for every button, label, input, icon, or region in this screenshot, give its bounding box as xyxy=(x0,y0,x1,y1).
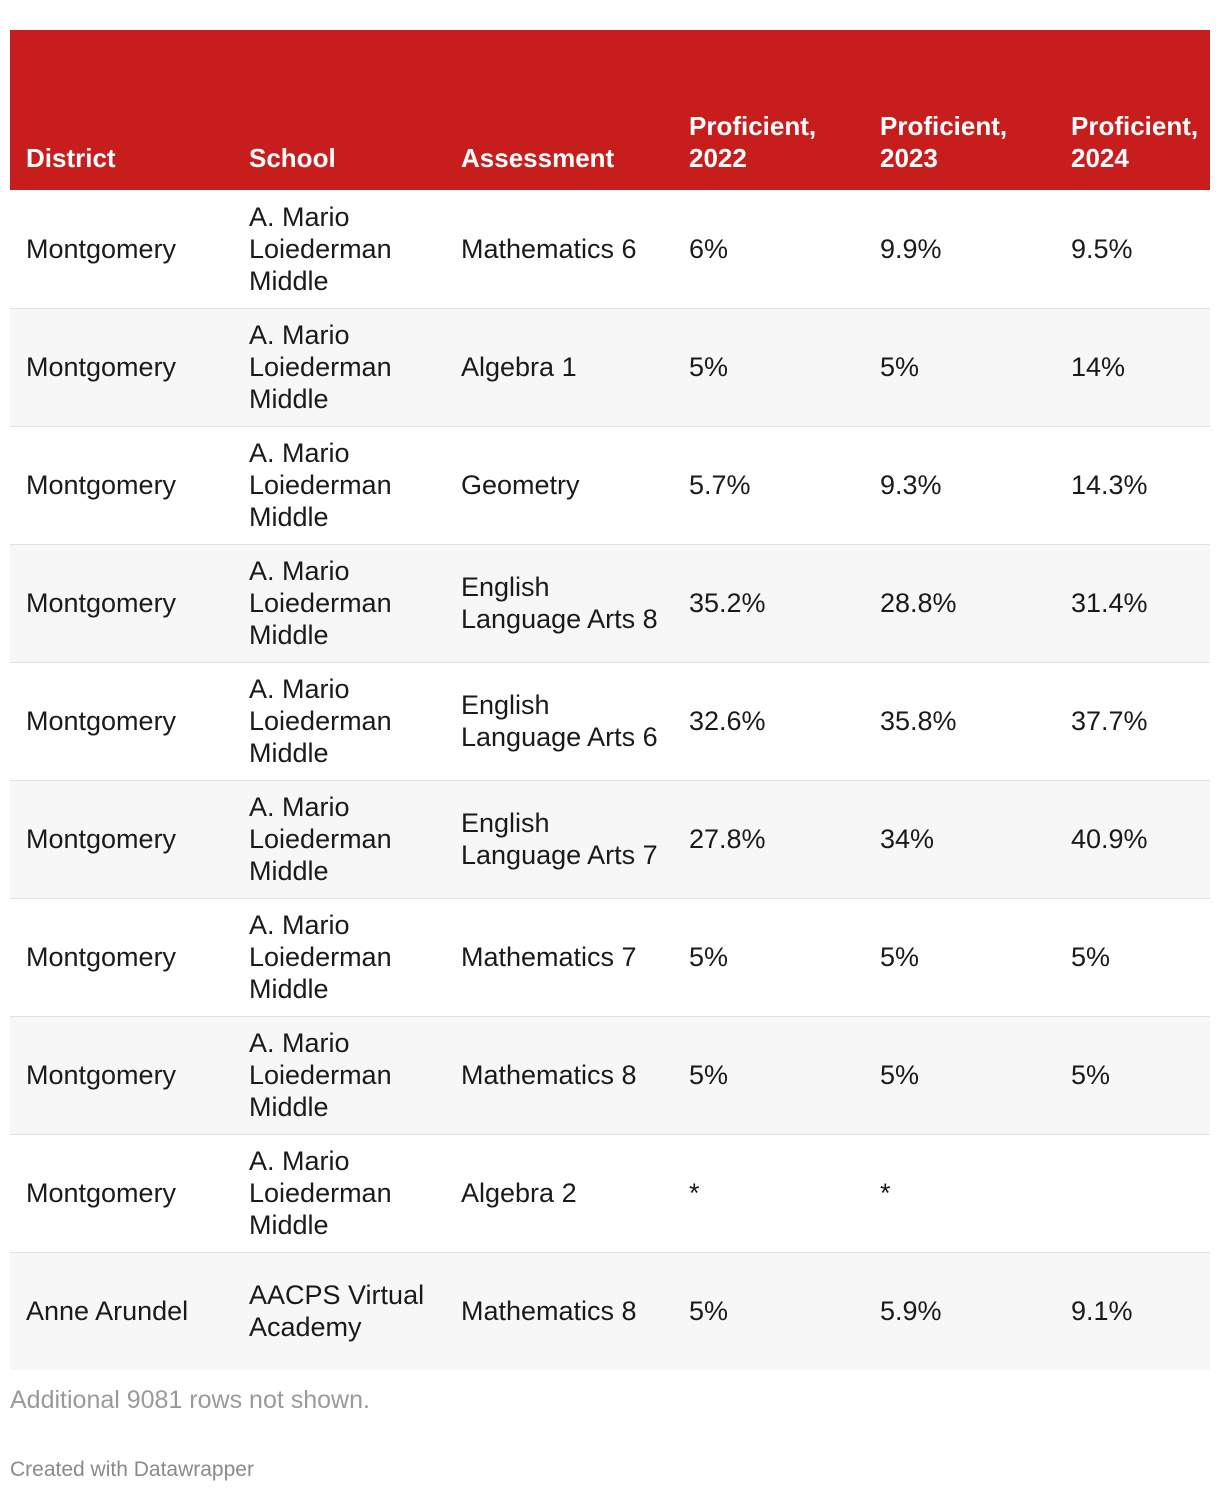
cell-proficient-2023: * xyxy=(880,1178,891,1208)
cell-proficient-2024: 14% xyxy=(1071,352,1126,382)
cell-proficient-2024: 5% xyxy=(1071,942,1111,972)
table-row xyxy=(10,544,1210,662)
header-school[interactable]: School xyxy=(249,143,336,173)
cell-proficient-2022: 5% xyxy=(689,1060,729,1090)
cell-proficient-2024: 5% xyxy=(1071,1060,1111,1090)
cell-assessment: English Language Arts 6 xyxy=(461,690,658,752)
cell-assessment: Mathematics 7 xyxy=(461,942,637,972)
cell-proficient-2022: * xyxy=(689,1178,700,1208)
cell-proficient-2022: 35.2% xyxy=(689,588,766,618)
cell-proficient-2024: 37.7% xyxy=(1071,706,1148,736)
table-row xyxy=(10,898,1210,1016)
cell-district: Montgomery xyxy=(26,352,177,382)
cell-district: Montgomery xyxy=(26,942,177,972)
cell-assessment: Algebra 1 xyxy=(461,352,577,382)
cell-assessment: Mathematics 8 xyxy=(461,1060,637,1090)
table-row xyxy=(10,426,1210,544)
cell-proficient-2022: 27.8% xyxy=(689,824,766,854)
cell-school: AACPS Virtual Academy xyxy=(249,1280,425,1343)
cell-district: Montgomery xyxy=(26,824,177,854)
cell-proficient-2022: 5% xyxy=(689,352,729,382)
cell-proficient-2023: 5% xyxy=(880,942,920,972)
cell-proficient-2023: 35.8% xyxy=(880,706,957,736)
cell-school: A. Mario Loiederman Middle xyxy=(249,320,392,414)
cell-school: A. Mario Loiederman Middle xyxy=(249,556,392,650)
cell-assessment: Mathematics 8 xyxy=(461,1296,637,1327)
cell-proficient-2023: 5% xyxy=(880,352,920,382)
cell-district: Montgomery xyxy=(26,706,177,736)
cell-school: A. Mario Loiederman Middle xyxy=(249,1146,392,1240)
table-row xyxy=(10,662,1210,780)
cell-proficient-2022: 6% xyxy=(689,233,729,264)
cell-district: Montgomery xyxy=(26,1178,177,1208)
cell-district: Montgomery xyxy=(26,588,177,618)
datawrapper-credit: Created with Datawrapper xyxy=(10,1458,254,1481)
cell-school: A. Mario Loiederman Middle xyxy=(249,792,392,886)
cell-school: A. Mario Loiederman Middle xyxy=(249,201,392,296)
cell-assessment: Algebra 2 xyxy=(461,1178,577,1208)
cell-proficient-2024: 9.1% xyxy=(1071,1296,1133,1327)
cell-proficient-2023: 9.9% xyxy=(880,233,942,264)
cell-assessment: Mathematics 6 xyxy=(461,233,637,264)
cell-proficient-2022: 5% xyxy=(689,1296,729,1327)
rows-not-shown-note: Additional 9081 rows not shown. xyxy=(10,1386,370,1414)
cell-district: Montgomery xyxy=(26,1060,177,1090)
cell-proficient-2022: 32.6% xyxy=(689,706,766,736)
header-row xyxy=(10,30,1210,190)
cell-district: Anne Arundel xyxy=(26,1296,189,1327)
cell-proficient-2022: 5% xyxy=(689,942,729,972)
data-table-container xyxy=(10,30,1210,1370)
cell-assessment: English Language Arts 7 xyxy=(461,808,658,870)
cell-proficient-2023: 28.8% xyxy=(880,588,957,618)
table-row xyxy=(10,1252,1210,1370)
cell-proficient-2024: 40.9% xyxy=(1071,824,1148,854)
cell-district: Montgomery xyxy=(26,470,177,500)
cell-school: A. Mario Loiederman Middle xyxy=(249,910,392,1004)
table-row xyxy=(10,308,1210,426)
header-proficient-2024[interactable]: Proficient, 2024 xyxy=(1071,111,1199,173)
cell-proficient-2023: 34% xyxy=(880,824,935,854)
table-row xyxy=(10,780,1210,898)
cell-proficient-2022: 5.7% xyxy=(689,470,751,500)
table-row xyxy=(10,190,1210,308)
header-district[interactable]: District xyxy=(26,143,116,173)
header-proficient-2023[interactable]: Proficient, 2023 xyxy=(880,111,1008,173)
cell-school: A. Mario Loiederman Middle xyxy=(249,438,392,532)
cell-proficient-2023: 5% xyxy=(880,1060,920,1090)
cell-proficient-2024: 31.4% xyxy=(1071,588,1148,618)
proficiency-table xyxy=(10,30,1210,1370)
cell-assessment: English Language Arts 8 xyxy=(461,572,658,634)
cell-proficient-2024: 9.5% xyxy=(1071,233,1133,264)
cell-proficient-2024: 14.3% xyxy=(1071,470,1148,500)
cell-school: A. Mario Loiederman Middle xyxy=(249,1028,392,1122)
cell-district: Montgomery xyxy=(26,233,177,264)
cell-school: A. Mario Loiederman Middle xyxy=(249,674,392,768)
header-proficient-2022[interactable]: Proficient, 2022 xyxy=(689,111,817,173)
cell-proficient-2023: 9.3% xyxy=(880,470,942,500)
cell-proficient-2024 xyxy=(1055,1134,1210,1252)
cell-assessment: Geometry xyxy=(461,470,580,500)
cell-proficient-2023: 5.9% xyxy=(880,1296,942,1327)
header-assessment[interactable]: Assessment xyxy=(461,143,615,173)
table-row xyxy=(10,1134,1210,1252)
table-row xyxy=(10,1016,1210,1134)
